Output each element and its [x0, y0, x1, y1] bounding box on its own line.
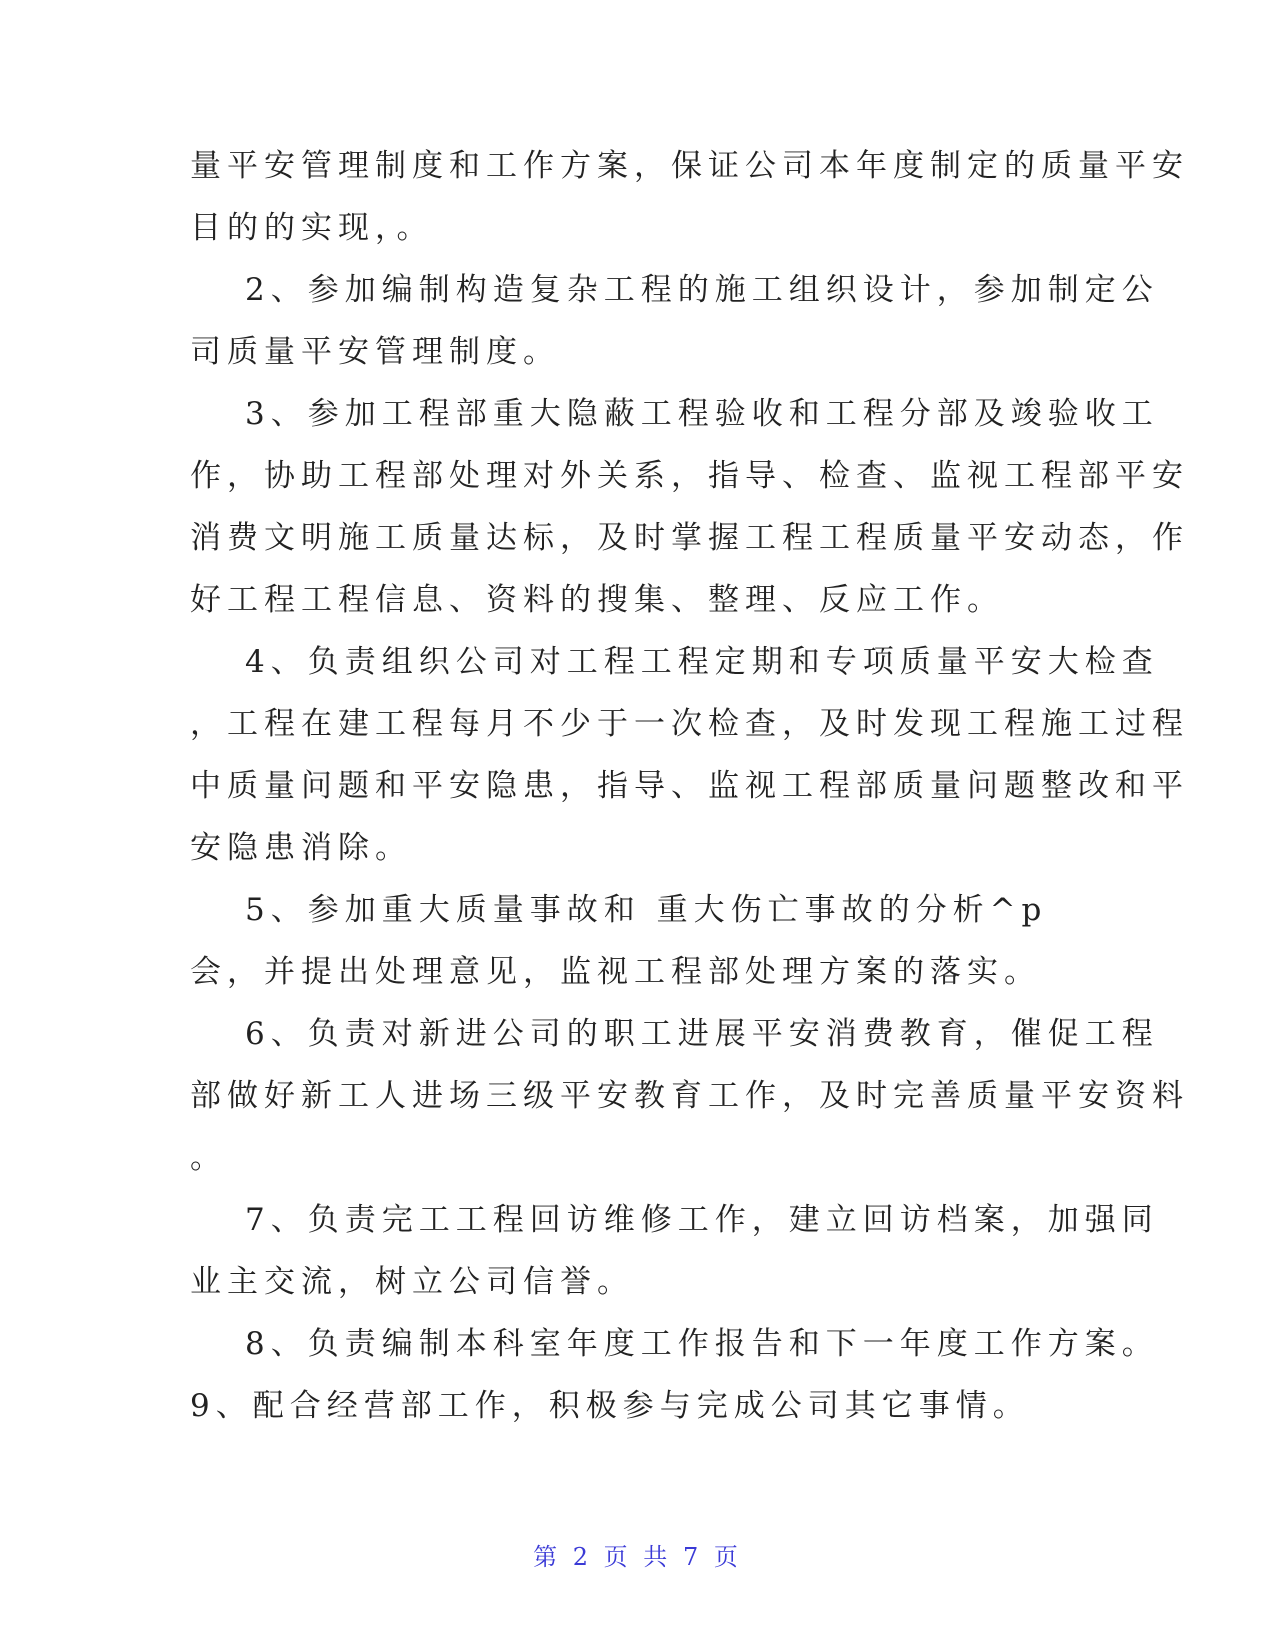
text-line-9: 4、负责组织公司对工程工程定期和专项质量平安大检查 [245, 644, 1159, 680]
text-line-7: 消费文明施工质量达标，及时掌握工程工程质量平安动态，作 [190, 520, 1189, 556]
text-line-15: 6、负责对新进公司的职工进展平安消费教育，催促工程 [245, 1016, 1159, 1052]
text-line-12: 安隐患消除。 [190, 830, 412, 866]
text-line-21: 9、配合经营部工作，积极参与完成公司其它事情。 [190, 1388, 1030, 1424]
text-line-14: 会，并提出处理意见，监视工程部处理方案的落实。 [190, 954, 1041, 990]
text-line-20: 8、负责编制本科室年度工作报告和下一年度工作方案。 [245, 1326, 1159, 1362]
text-line-8: 好工程工程信息、资料的搜集、整理、反应工作。 [190, 582, 1004, 618]
text-line-17: 。 [190, 1140, 227, 1176]
text-line-19: 业主交流，树立公司信誉。 [190, 1264, 634, 1300]
text-line-1: 量平安管理制度和工作方案，保证公司本年度制定的质量平安 [190, 148, 1189, 184]
text-line-3: 2、参加编制构造复杂工程的施工组织设计，参加制定公 [245, 272, 1159, 308]
text-line-6: 作，协助工程部处理对外关系，指导、检查、监视工程部平安 [190, 458, 1189, 494]
page-number-footer: 第 2 页 共 7 页 [533, 1543, 742, 1571]
text-line-10: ，工程在建工程每月不少于一次检查，及时发现工程施工过程 [190, 706, 1189, 742]
text-line-13: 5、参加重大质量事故和 重大伤亡事故的分析^p [245, 892, 1048, 928]
text-line-11: 中质量问题和平安隐患，指导、监视工程部质量问题整改和平 [190, 768, 1189, 804]
text-line-2: 目的的实现，。 [190, 210, 434, 246]
text-line-5: 3、参加工程部重大隐蔽工程验收和工程分部及竣验收工 [245, 396, 1159, 432]
text-line-18: 7、负责完工工程回访维修工作，建立回访档案，加强同 [245, 1202, 1159, 1238]
text-line-16: 部做好新工人进场三级平安教育工作，及时完善质量平安资料 [190, 1078, 1189, 1114]
text-line-4: 司质量平安管理制度。 [190, 334, 560, 370]
